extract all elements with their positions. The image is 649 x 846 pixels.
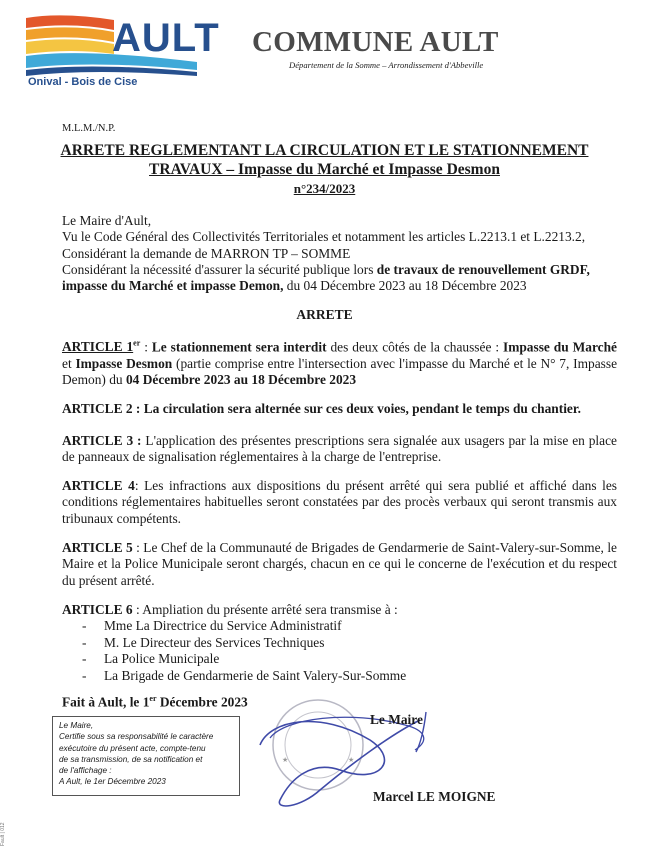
fait-date: Décembre 2023 — [156, 694, 248, 710]
article-6 — [62, 602, 617, 684]
list-item: - M. Le Directeur des Services Techniques — [82, 634, 325, 650]
necessite-dates: du 04 Décembre 2023 au 18 Décembre 2023 — [283, 278, 527, 294]
article-1-label: ARTICLE 1 — [62, 339, 134, 355]
article-5-text: : Le Chef de la Communauté de Brigades de Gendarmerie de Saint-Valery-sur-Somme, le Maire et la Police Municipale seront chargés, chacun en ce qui le concerne de l'exécution et du respect du présent arrêté. — [62, 540, 617, 588]
article-1-sep: : — [140, 339, 152, 355]
preamble-demande: Considérant la demande de MARRON TP – SOMME — [62, 245, 351, 261]
certification-box — [52, 716, 240, 796]
official-stamp-and-signature — [230, 690, 460, 840]
article-1-bold2: Impasse du Marché — [502, 339, 617, 355]
certify-line: Le Maire, — [59, 721, 94, 730]
svg-text:★: ★ — [282, 756, 289, 764]
article-4-label: ARTICLE 4 — [62, 478, 135, 493]
certify-line: Certifie sous sa responsabilité le caractère — [59, 732, 214, 742]
article-1-bold3: Impasse Desmon — [75, 355, 173, 371]
article-5-label: ARTICLE 5 — [62, 540, 133, 555]
article-2-text: La circulation sera alternée sur ces deux voies, pendant le temps du chantier. — [143, 401, 581, 416]
article-1-text2: et — [62, 355, 76, 371]
recipient-text: Mme La Directrice du Service Administratif — [104, 618, 342, 634]
preamble — [62, 213, 617, 294]
certify-line: de sa transmission, de sa notification et — [59, 754, 203, 764]
decree-title-line1: ARRETE REGLEMENTANT LA CIRCULATION ET LE STATIONNEMENT — [60, 142, 589, 159]
fait-sup: er — [149, 694, 157, 703]
logo-subtitle: Onival - Bois de Cise — [28, 76, 138, 88]
article-3-label: ARTICLE 3 : — [62, 433, 142, 448]
recipient-text: La Police Municipale — [104, 651, 220, 667]
preamble-vu: Vu le Code Général des Collectivités Territoriales et notamment les articles L.2213.1 et L.2213.2, — [62, 229, 586, 245]
fait-text: Fait à Ault, le 1 — [62, 694, 150, 710]
svg-text:★: ★ — [348, 756, 355, 764]
article-1-text1: des deux côtés de la chaussée : — [326, 339, 503, 355]
article-6-text: : Ampliation du présente arrêté sera transmise à : — [132, 602, 398, 617]
article-1-bold: Le stationnement sera interdit — [151, 339, 327, 355]
mayor-title: Le Maire — [370, 712, 423, 727]
certify-line: exécutoire du présent acte, compte-tenu — [59, 743, 206, 753]
preamble-maire: Le Maire d'Ault, — [62, 213, 152, 228]
side-code: Fault | 012 — [0, 822, 6, 846]
preamble-necessite — [62, 262, 617, 295]
department-line: Département de la Somme – Arrondissement d'Abbeville — [289, 60, 484, 70]
decree-number: n°234/2023 — [293, 181, 356, 196]
article-2 — [62, 401, 617, 417]
article-5 — [62, 540, 617, 589]
article-3-text: L'application des présentes prescriptions sera signalée aux usagers par la mise en place de panneaux de signalisation réglementaires à la charge de l'entreprise. — [62, 433, 617, 465]
list-item: - Mme La Directrice du Service Administratif — [82, 618, 342, 634]
necessite-bold: de travaux de renouvellement GRDF, impasse du Marché et impasse Demon, — [62, 261, 590, 294]
article-1-bold4: 04 Décembre 2023 au 18 Décembre 2023 — [125, 372, 357, 388]
necessite-text: Considérant la nécessité d'assurer la sécurité publique lors — [62, 261, 377, 277]
article-6-intro — [62, 602, 617, 618]
decree-title-line2: TRAVAUX – Impasse du Marché et Impasse Desmon — [149, 161, 500, 178]
article-2-label: ARTICLE 2 : — [62, 401, 144, 416]
logo-text: AULT — [112, 16, 220, 60]
reference-code: M.L.M./N.P. — [62, 123, 116, 134]
list-item: - La Brigade de Gendarmerie de Saint Valery-Sur-Somme — [82, 667, 407, 683]
article-1 — [62, 336, 617, 388]
signed-place-date — [62, 694, 248, 710]
article-4 — [62, 478, 617, 527]
recipient-text: La Brigade de Gendarmerie de Saint Valery-Sur-Somme — [104, 667, 407, 683]
article-1-text3: (partie comprise entre l'intersection avec l'impasse du Marché et le N° 7, Impasse Demon) du — [62, 355, 618, 388]
certify-line: de l'affichage : — [59, 766, 112, 776]
list-item: - La Police Municipale — [82, 651, 220, 667]
article-1-sup: er — [133, 339, 141, 348]
article-3 — [62, 433, 617, 466]
signatory-name: Marcel LE MOIGNE — [373, 789, 496, 804]
arrete-heading: ARRETE — [296, 307, 353, 322]
commune-title: COMMUNE AULT — [252, 26, 499, 58]
article-6-label: ARTICLE 6 — [62, 602, 133, 617]
article-4-text: : Les infractions aux dispositions du présent arrêté qui sera publié et affiché dans les conditions réglementaires habituelles seront constatées par des procès verbaux qui seront transmis aux tribunaux compétents. — [62, 478, 617, 526]
recipient-text: M. Le Directeur des Services Techniques — [104, 634, 325, 650]
commune-logo — [22, 12, 220, 98]
recipient-list — [62, 618, 617, 684]
certify-line: A Ault, le 1er Décembre 2023 — [59, 777, 166, 787]
